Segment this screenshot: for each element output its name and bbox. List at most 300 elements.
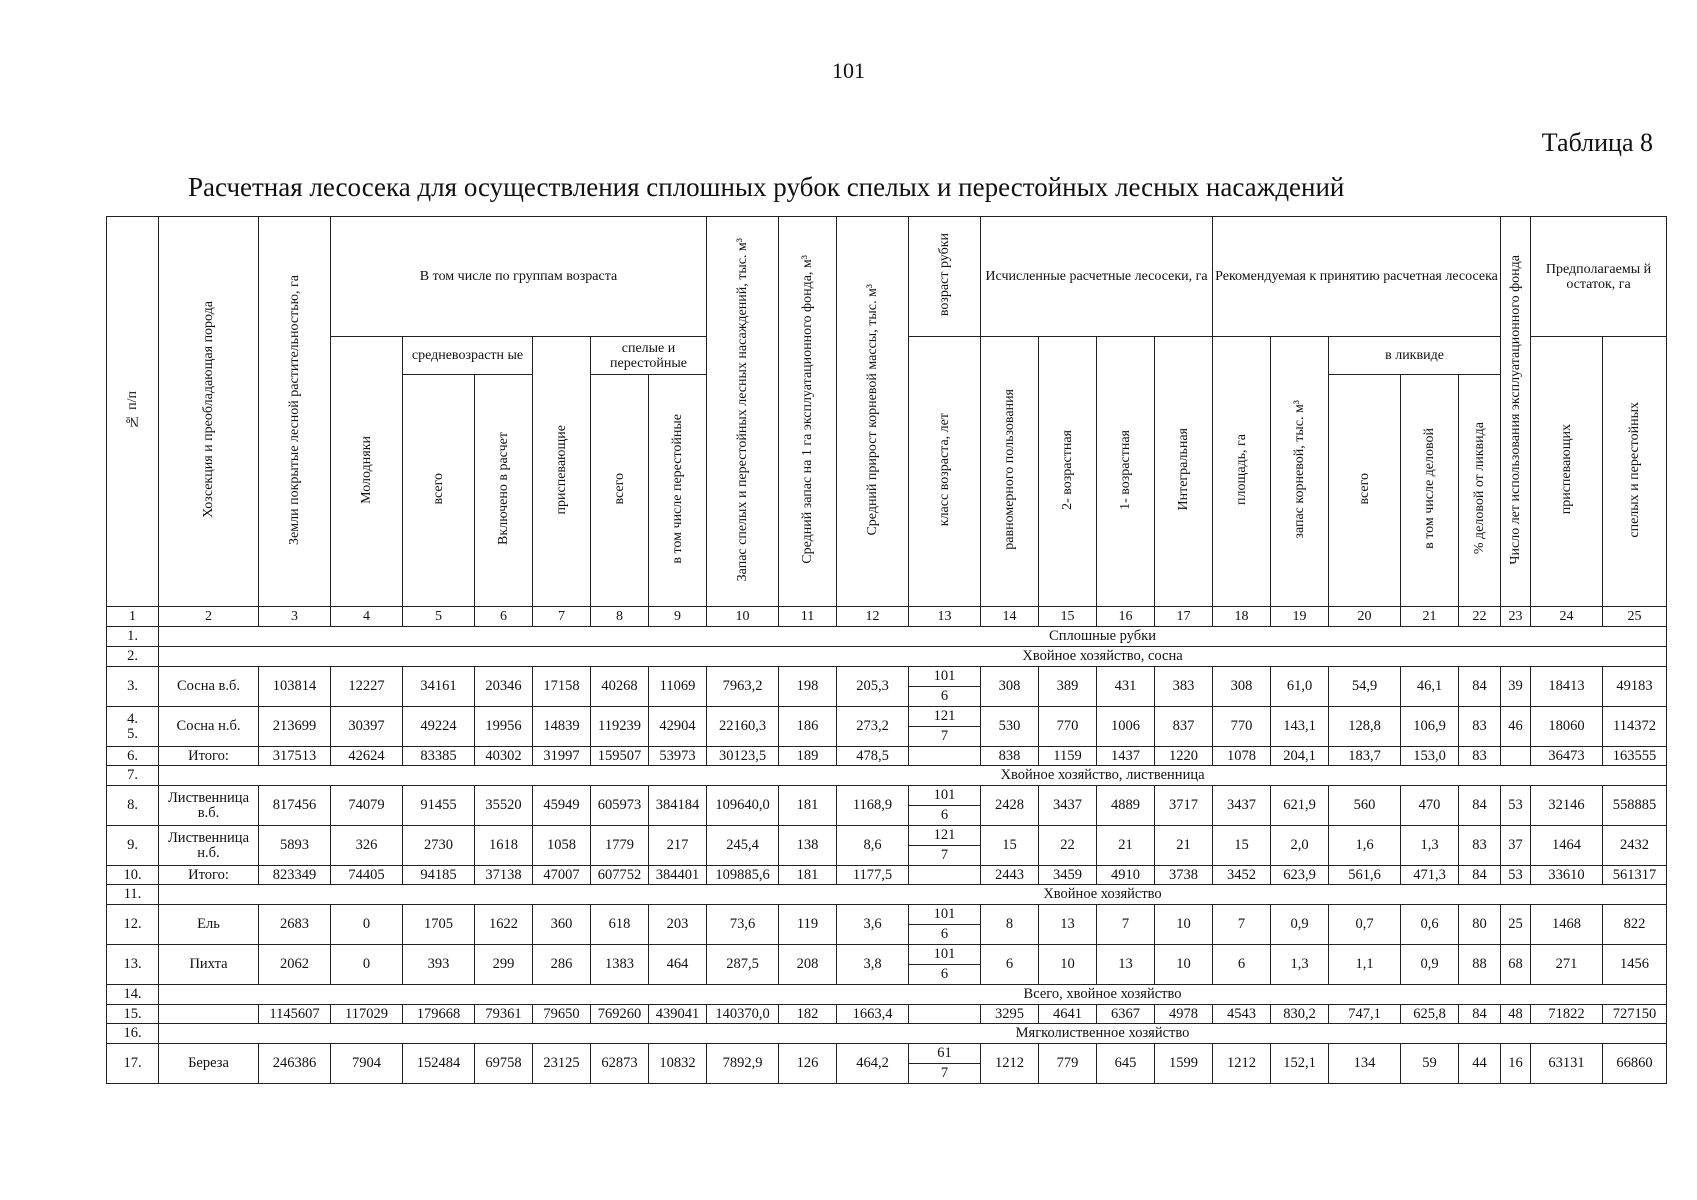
cell: 109885,6 (707, 866, 779, 885)
cell: 103814 (259, 667, 331, 707)
cell: 3717 (1155, 786, 1213, 826)
cell: 6 (981, 945, 1039, 985)
header-young: Молодняки (331, 337, 403, 607)
cell: 74405 (331, 866, 403, 885)
cell: 152484 (403, 1044, 475, 1084)
cut-age: 101 (909, 786, 980, 806)
row-number: 11. (107, 885, 159, 905)
cell: 203 (649, 905, 707, 945)
cell: 299 (475, 945, 533, 985)
cell: 2428 (981, 786, 1039, 826)
cell: 88 (1459, 945, 1501, 985)
cell: 2730 (403, 826, 475, 866)
cell: 779 (1039, 1044, 1097, 1084)
header-integral: Интегральная (1155, 337, 1213, 607)
page-number: 101 (832, 58, 865, 83)
cell: 8,6 (837, 826, 909, 866)
cell: 42624 (331, 747, 403, 766)
cell: 7892,9 (707, 1044, 779, 1084)
cut-age-fraction (909, 945, 981, 985)
cell: 39 (1501, 667, 1531, 707)
row-species (159, 1005, 259, 1024)
col-number: 17 (1155, 607, 1213, 627)
cell: 94185 (403, 866, 475, 885)
col-number: 3 (259, 607, 331, 627)
cell: 49224 (403, 707, 475, 747)
cell: 286 (533, 945, 591, 985)
table-row (107, 1044, 1667, 1084)
header-ripening: приспевающие (533, 337, 591, 607)
cell: 40302 (475, 747, 533, 766)
table-row-total (107, 1005, 1667, 1024)
col-number: 1 (107, 607, 159, 627)
cell: 10 (1039, 945, 1097, 985)
cell: 20346 (475, 667, 533, 707)
cell: 273,2 (837, 707, 909, 747)
age-class: 7 (940, 728, 949, 744)
cell: 245,4 (707, 826, 779, 866)
cell: 607752 (591, 866, 649, 885)
cell: 0,7 (1329, 905, 1401, 945)
cell: 205,3 (837, 667, 909, 707)
cell: 126 (779, 1044, 837, 1084)
cell (909, 1005, 981, 1024)
row-number (107, 707, 159, 747)
cell: 625,8 (1401, 1005, 1459, 1024)
header-liquid: в ликвиде (1329, 337, 1501, 375)
col-number: 7 (533, 607, 591, 627)
cell: 46 (1501, 707, 1531, 747)
header-recommended: Рекомендуемая к принятию расчетная лесосека (1213, 217, 1501, 337)
cell: 470 (1401, 786, 1459, 826)
cell: 119 (779, 905, 837, 945)
row-species: Итого: (159, 866, 259, 885)
cell: 1779 (591, 826, 649, 866)
cell: 159507 (591, 747, 649, 766)
col-number: 8 (591, 607, 649, 627)
col-number: 11 (779, 607, 837, 627)
header-age2: 2- возрастная (1039, 337, 1097, 607)
cell: 1456 (1603, 945, 1667, 985)
cut-age-fraction (909, 707, 981, 747)
table-row (107, 667, 1667, 707)
cell: 49183 (1603, 667, 1667, 707)
section-row (107, 766, 1667, 786)
cell: 770 (1039, 707, 1097, 747)
cell: 0,9 (1401, 945, 1459, 985)
row-species: Береза (159, 1044, 259, 1084)
cell: 439041 (649, 1005, 707, 1024)
cell: 561,6 (1329, 866, 1401, 885)
header-age-class: класс возраста, лет (909, 337, 981, 607)
cell: 152,1 (1271, 1044, 1329, 1084)
header-avg-stock: Средний запас на 1 га эксплуатационного фонда, м³ (779, 217, 837, 607)
cell: 1058 (533, 826, 591, 866)
row-number: 1. (107, 627, 159, 647)
cell: 1705 (403, 905, 475, 945)
cell: 30397 (331, 707, 403, 747)
col-number: 25 (1603, 607, 1667, 627)
age-class: 7 (940, 1065, 949, 1081)
cell: 54,9 (1329, 667, 1401, 707)
cell: 213699 (259, 707, 331, 747)
cell: 46,1 (1401, 667, 1459, 707)
cell: 189 (779, 747, 837, 766)
row-number: 17. (107, 1044, 159, 1084)
cell: 769260 (591, 1005, 649, 1024)
cell: 18060 (1531, 707, 1603, 747)
cell: 53973 (649, 747, 707, 766)
cell: 36473 (1531, 747, 1603, 766)
table-row (107, 707, 1667, 747)
cell: 22160,3 (707, 707, 779, 747)
header-middle-included: Включено в расчет (475, 375, 533, 607)
cell: 561317 (1603, 866, 1667, 885)
cut-age: 101 (909, 945, 980, 965)
cell: 53 (1501, 786, 1531, 826)
header-remain: Предполагаемы й остаток, га (1531, 217, 1667, 337)
header-age-groups: В том числе по группам возраста (331, 217, 707, 337)
cell: 393 (403, 945, 475, 985)
cell: 25 (1501, 905, 1531, 945)
cell: 79361 (475, 1005, 533, 1024)
age-class: 6 (940, 926, 949, 942)
cell: 198 (779, 667, 837, 707)
cell: 837 (1155, 707, 1213, 747)
section-row (107, 1024, 1667, 1044)
cell: 1599 (1155, 1044, 1213, 1084)
table-row (107, 826, 1667, 866)
cell: 1,3 (1401, 826, 1459, 866)
header-liquid-total: всего (1329, 375, 1401, 607)
cut-age-fraction (909, 826, 981, 866)
header-remain-mature: спелых и перестойных (1603, 337, 1667, 607)
cell (1501, 747, 1531, 766)
cell: 817456 (259, 786, 331, 826)
cell: 83 (1459, 747, 1501, 766)
cut-age-fraction (909, 1044, 981, 1084)
cell: 1212 (981, 1044, 1039, 1084)
cell: 63131 (1531, 1044, 1603, 1084)
col-number: 21 (1401, 607, 1459, 627)
col-number: 13 (909, 607, 981, 627)
cell: 7904 (331, 1044, 403, 1084)
cell: 1006 (1097, 707, 1155, 747)
row-species: Лиственница в.б. (159, 786, 259, 826)
cell: 530 (981, 707, 1039, 747)
col-number: 12 (837, 607, 909, 627)
cell: 3738 (1155, 866, 1213, 885)
header-root-stock: запас корневой, тыс. м³ (1271, 337, 1329, 607)
cut-age-fraction (909, 905, 981, 945)
cell: 15 (981, 826, 1039, 866)
cell: 21 (1097, 826, 1155, 866)
table-row (107, 905, 1667, 945)
cell: 621,9 (1271, 786, 1329, 826)
cell: 74079 (331, 786, 403, 826)
cell: 18413 (1531, 667, 1603, 707)
section-label: Хвойное хозяйство, сосна (159, 647, 1667, 667)
cell: 61,0 (1271, 667, 1329, 707)
cell: 1663,4 (837, 1005, 909, 1024)
section-label: Хвойное хозяйство, лиственница (159, 766, 1667, 786)
row-number: 16. (107, 1024, 159, 1044)
row-species: Пихта (159, 945, 259, 985)
cell: 91455 (403, 786, 475, 826)
cell: 317513 (259, 747, 331, 766)
cell: 109640,0 (707, 786, 779, 826)
cell: 37138 (475, 866, 533, 885)
cell: 140370,0 (707, 1005, 779, 1024)
cell: 217 (649, 826, 707, 866)
cell: 1168,9 (837, 786, 909, 826)
row-number-5: 5. (127, 725, 138, 742)
col-number: 5 (403, 607, 475, 627)
cell: 2432 (1603, 826, 1667, 866)
cell: 6 (1213, 945, 1271, 985)
cell: 10 (1155, 945, 1213, 985)
cell: 1,6 (1329, 826, 1401, 866)
cell: 4910 (1097, 866, 1155, 885)
cell: 186 (779, 707, 837, 747)
cell: 605973 (591, 786, 649, 826)
row-number: 15. (107, 1005, 159, 1024)
row-species: Лиственница н.б. (159, 826, 259, 866)
header-mature-over: в том числе перестойные (649, 375, 707, 607)
row-number: 6. (107, 747, 159, 766)
cell: 770 (1213, 707, 1271, 747)
cell: 2443 (981, 866, 1039, 885)
cell: 2062 (259, 945, 331, 985)
row-number: 13. (107, 945, 159, 985)
col-number: 14 (981, 607, 1039, 627)
col-number: 19 (1271, 607, 1329, 627)
cell: 84 (1459, 866, 1501, 885)
table-row (107, 945, 1667, 985)
cell: 1622 (475, 905, 533, 945)
cell: 0,9 (1271, 905, 1329, 945)
cell: 181 (779, 786, 837, 826)
cell: 747,1 (1329, 1005, 1401, 1024)
cut-age: 101 (909, 905, 980, 925)
cell: 182 (779, 1005, 837, 1024)
section-label: Всего, хвойное хозяйство (159, 985, 1667, 1005)
cell: 21 (1155, 826, 1213, 866)
header-remain-ripening: приспевающих (1531, 337, 1603, 607)
cell: 163555 (1603, 747, 1667, 766)
cut-age-fraction (909, 667, 981, 707)
cell: 4641 (1039, 1005, 1097, 1024)
col-number: 6 (475, 607, 533, 627)
header-num: № п/п (107, 217, 159, 607)
col-number: 23 (1501, 607, 1531, 627)
cell: 34161 (403, 667, 475, 707)
cell: 1212 (1213, 1044, 1271, 1084)
cell: 464,2 (837, 1044, 909, 1084)
header-uniform: равномерного пользования (981, 337, 1039, 607)
cell: 383 (1155, 667, 1213, 707)
cell: 1618 (475, 826, 533, 866)
row-number: 9. (107, 826, 159, 866)
row-number: 14. (107, 985, 159, 1005)
row-number: 7. (107, 766, 159, 786)
cell: 389 (1039, 667, 1097, 707)
cell: 84 (1459, 1005, 1501, 1024)
cell: 6367 (1097, 1005, 1155, 1024)
row-species: Сосна в.б. (159, 667, 259, 707)
cut-age: 121 (909, 826, 980, 846)
col-number: 10 (707, 607, 779, 627)
cell: 19956 (475, 707, 533, 747)
cell: 114372 (1603, 707, 1667, 747)
cell: 271 (1531, 945, 1603, 985)
cell: 3,6 (837, 905, 909, 945)
col-number: 24 (1531, 607, 1603, 627)
cell: 645 (1097, 1044, 1155, 1084)
cell: 431 (1097, 667, 1155, 707)
cell: 69758 (475, 1044, 533, 1084)
cell: 1159 (1039, 747, 1097, 766)
cell: 1383 (591, 945, 649, 985)
cell: 17158 (533, 667, 591, 707)
age-class: 7 (940, 847, 949, 863)
row-number: 10. (107, 866, 159, 885)
header-land: Земли покрытые лесной растительностью, га (259, 217, 331, 607)
row-number: 2. (107, 647, 159, 667)
cell: 7963,2 (707, 667, 779, 707)
cell: 1177,5 (837, 866, 909, 885)
cell: 66860 (1603, 1044, 1667, 1084)
cell: 308 (981, 667, 1039, 707)
cell: 1078 (1213, 747, 1271, 766)
row-number: 12. (107, 905, 159, 945)
cell: 62873 (591, 1044, 649, 1084)
cell: 618 (591, 905, 649, 945)
cell: 22 (1039, 826, 1097, 866)
cell: 384401 (649, 866, 707, 885)
cell: 13 (1097, 945, 1155, 985)
cell: 84 (1459, 786, 1501, 826)
col-number: 9 (649, 607, 707, 627)
cell: 326 (331, 826, 403, 866)
cell: 11069 (649, 667, 707, 707)
cell: 7 (1097, 905, 1155, 945)
header-stock: Запас спелых и перестойных лесных насаждений, тыс. м³ (707, 217, 779, 607)
cell: 287,5 (707, 945, 779, 985)
table-row-total (107, 866, 1667, 885)
cell: 13 (1039, 905, 1097, 945)
cell: 0 (331, 905, 403, 945)
header-middle: средневозрастн ые (403, 337, 533, 375)
header-row-1 (107, 217, 1667, 337)
cell: 830,2 (1271, 1005, 1329, 1024)
column-number-row (107, 607, 1667, 627)
cell: 2,0 (1271, 826, 1329, 866)
cell: 727150 (1603, 1005, 1667, 1024)
cell: 32146 (1531, 786, 1603, 826)
cell: 558885 (1603, 786, 1667, 826)
cell: 14839 (533, 707, 591, 747)
row-number-4: 4. (127, 710, 138, 727)
cell: 181 (779, 866, 837, 885)
cell: 40268 (591, 667, 649, 707)
cell: 3452 (1213, 866, 1271, 885)
cell: 119239 (591, 707, 649, 747)
cell: 83385 (403, 747, 475, 766)
cell: 8 (981, 905, 1039, 945)
col-number: 22 (1459, 607, 1501, 627)
cell: 37 (1501, 826, 1531, 866)
cell: 3295 (981, 1005, 1039, 1024)
cell: 4543 (1213, 1005, 1271, 1024)
cell: 1145607 (259, 1005, 331, 1024)
header-liquid-business: в том числе деловой (1401, 375, 1459, 607)
cell: 7 (1213, 905, 1271, 945)
cell: 16 (1501, 1044, 1531, 1084)
header-mature-total: всего (591, 375, 649, 607)
cell: 1220 (1155, 747, 1213, 766)
cell: 143,1 (1271, 707, 1329, 747)
header-area: площадь, га (1213, 337, 1271, 607)
col-number: 2 (159, 607, 259, 627)
col-number: 4 (331, 607, 403, 627)
cell: 208 (779, 945, 837, 985)
header-middle-total: всего (403, 375, 475, 607)
cell: 464 (649, 945, 707, 985)
cell: 384184 (649, 786, 707, 826)
table-label: Таблица 8 (1541, 128, 1653, 157)
cell: 53 (1501, 866, 1531, 885)
cell: 117029 (331, 1005, 403, 1024)
section-row (107, 985, 1667, 1005)
cell: 1,1 (1329, 945, 1401, 985)
col-number: 20 (1329, 607, 1401, 627)
cell: 44 (1459, 1044, 1501, 1084)
forest-table (106, 216, 1667, 1084)
cell: 823349 (259, 866, 331, 885)
section-row (107, 627, 1667, 647)
cell: 5893 (259, 826, 331, 866)
table-row (107, 786, 1667, 826)
cell: 246386 (259, 1044, 331, 1084)
cell: 623,9 (1271, 866, 1329, 885)
row-number: 8. (107, 786, 159, 826)
cell: 42904 (649, 707, 707, 747)
cell: 183,7 (1329, 747, 1401, 766)
cell: 47007 (533, 866, 591, 885)
cell: 79650 (533, 1005, 591, 1024)
cell: 3459 (1039, 866, 1097, 885)
header-years: Число лет использования эксплуатационного фонда (1501, 217, 1531, 607)
cell: 0 (331, 945, 403, 985)
age-class: 6 (940, 688, 949, 704)
cell (909, 866, 981, 885)
cell: 1464 (1531, 826, 1603, 866)
header-avg-growth: Средний прирост корневой массы, тыс. м³ (837, 217, 909, 607)
cut-age: 101 (909, 667, 980, 687)
cell (909, 747, 981, 766)
age-class: 6 (940, 966, 949, 982)
col-number: 16 (1097, 607, 1155, 627)
cell: 48 (1501, 1005, 1531, 1024)
section-row (107, 885, 1667, 905)
header-liquid-pct: % деловой от ликвида (1459, 375, 1501, 607)
cell: 15 (1213, 826, 1271, 866)
cell: 10832 (649, 1044, 707, 1084)
cell: 822 (1603, 905, 1667, 945)
cut-age-fraction (909, 786, 981, 826)
cell: 360 (533, 905, 591, 945)
